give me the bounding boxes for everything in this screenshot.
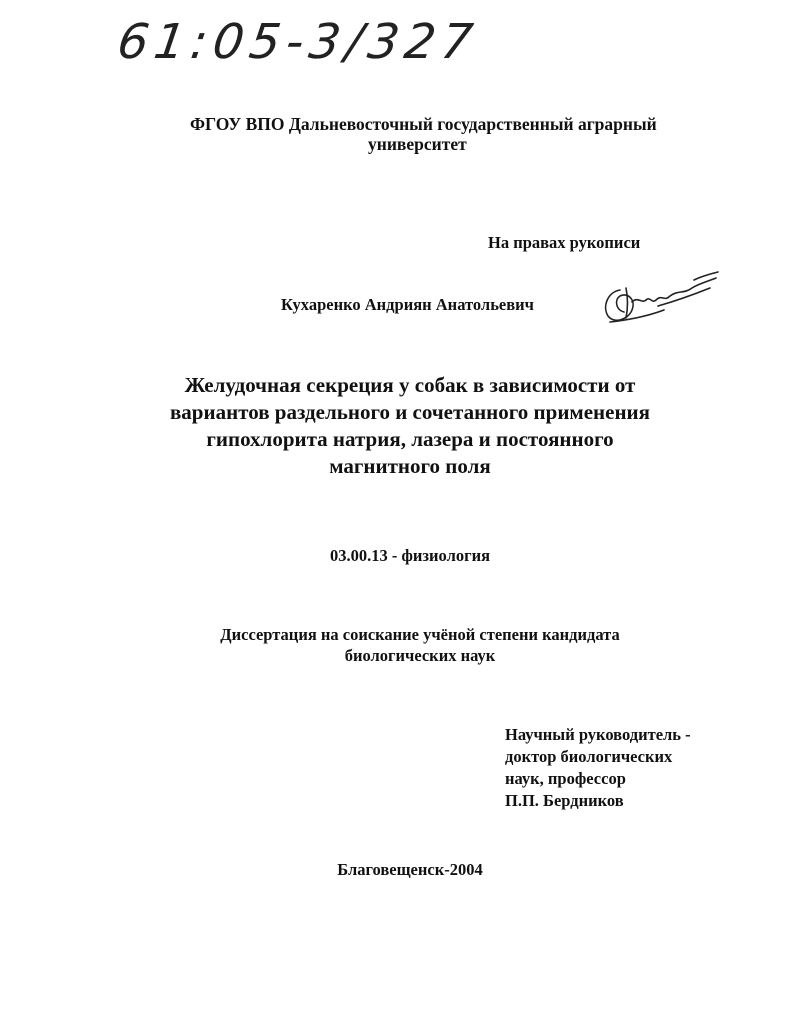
advisor-line-1: Научный руководитель - xyxy=(505,725,691,744)
title-line-3: гипохлорита натрия, лазера и постоянного xyxy=(206,427,614,451)
specialty-code: 03.00.13 - физиология xyxy=(329,546,491,565)
author-name: Кухаренко Андриян Анатольевич xyxy=(281,295,534,314)
advisor-line-3: наук, профессор xyxy=(505,769,626,788)
organization-line-1: ФГОУ ВПО Дальневосточный государственный аграрный xyxy=(190,114,657,134)
dissertation-degree xyxy=(150,624,690,666)
advisor-line-2: доктор биологических xyxy=(505,747,673,766)
scientific-advisor xyxy=(505,724,691,812)
manuscript-rights: На правах рукописи xyxy=(488,233,641,252)
degree-line-2: биологических наук xyxy=(344,646,496,665)
advisor-line-4: П.П. Бердников xyxy=(505,791,624,810)
city-year: Благовещенск-2004 xyxy=(337,860,483,879)
title-line-1: Желудочная секреция у собак в зависимости от xyxy=(184,373,636,397)
archive-number-handwritten: 61:05-3/327 xyxy=(114,14,482,70)
organization-line-2: университет xyxy=(368,134,467,154)
degree-line-1: Диссертация на соискание учёной степени кандидата xyxy=(220,625,620,644)
organization-heading xyxy=(150,114,710,154)
dissertation-title xyxy=(100,372,720,480)
title-line-4: магнитного поля xyxy=(329,454,491,478)
signature-icon xyxy=(598,262,728,332)
title-line-2: вариантов раздельного и сочетанного применения xyxy=(169,400,651,424)
